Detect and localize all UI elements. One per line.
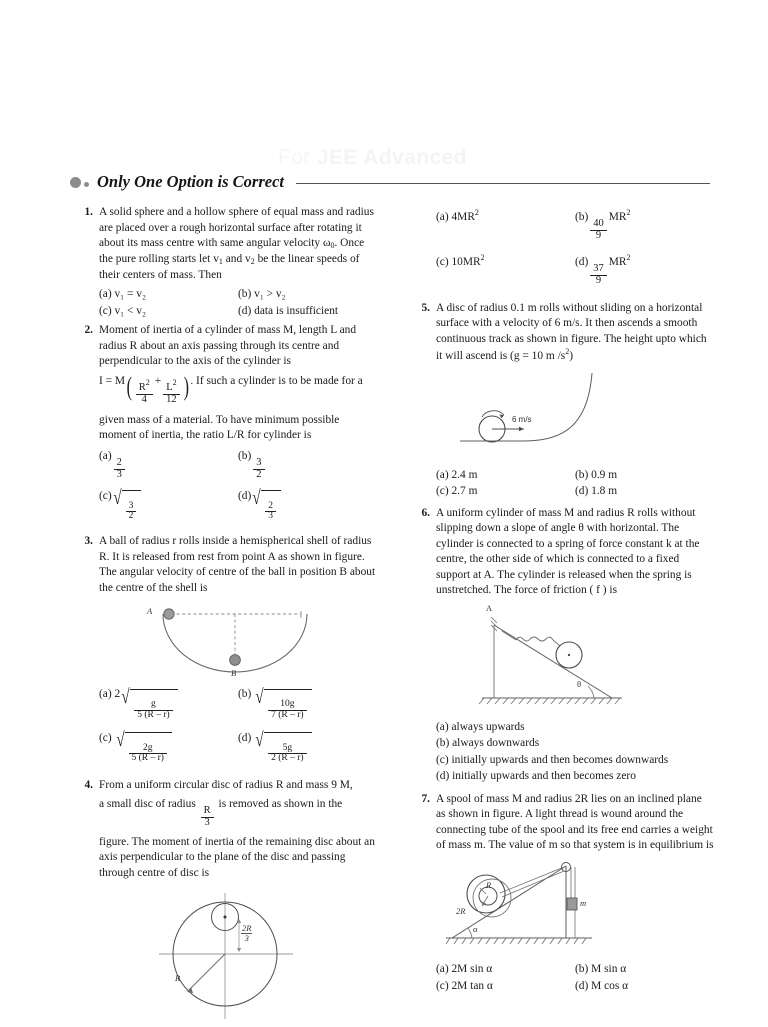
question-3-options xyxy=(75,686,377,766)
option-3a-num: g xyxy=(134,700,172,711)
question-5-text xyxy=(436,301,714,365)
left-column xyxy=(75,205,377,1027)
option-3a-den: 5 (R – r) xyxy=(137,709,170,720)
q1-part-d: be the linear speeds of their centers of mass. Then xyxy=(99,252,360,281)
option-6c[interactable]: (c) initially upwards and then becomes downwards xyxy=(436,753,669,766)
option-3b-den: 7 (R – r) xyxy=(271,709,304,720)
option-4b-fraction xyxy=(590,219,607,242)
question-3-number: 3. xyxy=(84,535,93,548)
figure-label-a: A xyxy=(147,606,153,617)
option-3a-fraction xyxy=(134,700,172,721)
option-3d-radical xyxy=(254,729,311,764)
question-6-options xyxy=(412,719,714,785)
question-6-text: A uniform cylinder of mass M and radius R rolls without slipping down a slope of angle θ with horizontal. The cylinder is connected to a spring of force constant k at the centre, the other side of which is connected to a fixed support at A. The cylinder is released when the spring is unstretched. The force of friction ( f ) is xyxy=(436,506,700,597)
option-5d[interactable]: (d) 1.8 m xyxy=(575,485,618,498)
question-4-number: 4. xyxy=(84,779,93,792)
figure-hemispherical-shell xyxy=(141,602,321,680)
q5-text-sup: 2 xyxy=(565,347,570,357)
option-3c-fraction xyxy=(129,744,167,765)
q1-part-b: . Once the pure rolling starts let v xyxy=(99,237,365,265)
question-5-options xyxy=(412,467,714,500)
option-4c-text: (c) 10MR xyxy=(436,255,481,268)
option-2a[interactable] xyxy=(99,448,238,483)
rolling-disc-svg xyxy=(452,371,632,461)
q2-fraction-1 xyxy=(136,379,153,406)
figure-label-mass-m: m xyxy=(580,897,587,908)
option-3d-den: 2 (R – r) xyxy=(271,753,304,764)
option-2a-num: 2 xyxy=(114,458,125,470)
q2-fraction-2 xyxy=(163,379,180,406)
figure-label-b: B xyxy=(231,668,237,679)
radical-icon: √ xyxy=(252,487,261,510)
q2-plus: + xyxy=(154,374,162,387)
option-2d-radical xyxy=(251,487,281,522)
q2-f1-den: 4 xyxy=(141,393,147,405)
option-5a[interactable]: (a) 2.4 m xyxy=(436,468,478,481)
option-4a-sup: 2 xyxy=(474,208,479,217)
option-5b[interactable]: (b) 0.9 m xyxy=(575,468,618,481)
q2-formula-tail: . If such a cylinder is to be made for a xyxy=(190,374,363,387)
option-4d-label: (d) xyxy=(575,255,589,268)
figure-label-alpha: α xyxy=(473,923,478,934)
q1-omega-sub: 0 xyxy=(330,241,335,250)
option-4d-den: 9 xyxy=(595,274,602,286)
figure-incline-spring-cylinder xyxy=(472,603,632,713)
option-2d[interactable] xyxy=(238,488,377,525)
option-3c[interactable] xyxy=(99,730,238,767)
section-title: Only One Option is Correct xyxy=(97,172,285,191)
option-4b-num: 40 xyxy=(590,219,607,231)
q4-fraction xyxy=(201,806,214,829)
option-3a[interactable] xyxy=(99,686,238,723)
option-7c[interactable]: (c) 2M tan α xyxy=(436,979,493,992)
figure-label-2r-over-3 xyxy=(241,924,252,942)
option-4b-tail: MR xyxy=(608,211,627,223)
q4-frac-den: 3 xyxy=(204,816,210,828)
question-1 xyxy=(75,205,377,283)
q4-line2-post: is removed as shown in the xyxy=(218,797,343,810)
question-7-text: A spool of mass M and radius 2R lies on an inclined plane as shown in figure. A light thread is wound around the connecting tube of the spool and its free end carries a weight of mass m. The value of m so that system is in equilibrium is xyxy=(436,792,714,852)
question-7-number: 7. xyxy=(421,792,430,805)
option-2d-fraction xyxy=(265,502,276,523)
watermark-light: For xyxy=(278,146,317,169)
radical-icon: √ xyxy=(255,729,264,752)
option-2c-fraction xyxy=(126,502,137,523)
q2-f2-num-sup: 2 xyxy=(172,378,177,388)
figure-label-spool-2r: 2R xyxy=(456,905,466,916)
option-3d-fraction xyxy=(268,744,306,765)
question-4-options xyxy=(412,206,714,289)
watermark xyxy=(278,146,467,170)
question-1-options xyxy=(75,286,377,319)
q2-f1-num: R xyxy=(138,382,146,394)
option-4d-num: 37 xyxy=(590,264,607,276)
section-header xyxy=(70,172,710,192)
paren-close: ) xyxy=(183,371,189,401)
option-3c-den: 5 (R – r) xyxy=(131,753,164,764)
q5-text-b: ) xyxy=(569,350,573,363)
option-2c[interactable] xyxy=(99,488,238,525)
question-1-text xyxy=(99,205,377,283)
question-7-options xyxy=(412,961,714,994)
q4-line3: figure. The moment of inertia of the remaining disc about an axis perpendicular to the plane of the disc and passing through centre of disc is xyxy=(99,835,375,879)
figure-label-spool-r: R xyxy=(486,879,492,890)
radical-icon: √ xyxy=(115,729,125,752)
q5-text-a: A disc of radius 0.1 m rolls without sliding on a horizontal surface with a velocity of 6 m/s. It then ascends a smooth continuous track as shown in figure. The height upto which it will ascend is (g = 10 m /s xyxy=(436,301,707,363)
option-2a-den: 3 xyxy=(116,468,122,480)
option-4d[interactable] xyxy=(575,251,714,289)
option-4d-sup: 2 xyxy=(626,252,631,262)
paren-open: ( xyxy=(126,371,133,401)
option-3c-num: 2g xyxy=(129,744,167,755)
spool-svg xyxy=(442,860,617,955)
option-3a-radical xyxy=(120,685,177,721)
option-1c[interactable]: (c) v₁ < v₂ xyxy=(99,304,146,317)
option-7b[interactable]: (b) M sin α xyxy=(575,962,627,975)
figure-disc-with-hole xyxy=(145,891,315,1021)
option-3b[interactable] xyxy=(238,686,377,723)
option-3d-num: 5g xyxy=(268,744,306,755)
q2-line2: given mass of a material. To have minimum possible moment of inertia, the ratio L/R for cylinder is xyxy=(99,413,340,442)
option-2b-den: 2 xyxy=(256,468,262,480)
option-2c-radical xyxy=(112,487,142,522)
radical-icon: √ xyxy=(113,487,122,510)
option-2c-label: (c) xyxy=(99,489,112,502)
option-7d[interactable]: (d) M cos α xyxy=(575,979,629,992)
q4-frac-num: R xyxy=(201,806,214,818)
option-3a-label: (a) xyxy=(99,688,112,701)
figure-label-support-a: A xyxy=(486,602,493,613)
option-3a-coef: 2 xyxy=(114,688,121,701)
q2-f2-num: L xyxy=(166,382,173,394)
question-5 xyxy=(412,301,714,365)
watermark-bold: JEE Advanced xyxy=(316,146,467,169)
q1-v1-sub: 1 xyxy=(218,256,223,266)
q4-line2-pre: a small disc of radius xyxy=(99,797,196,810)
figure-label-theta: θ xyxy=(577,678,582,689)
option-6a[interactable]: (a) always upwards xyxy=(436,720,525,733)
q4-line1: From a uniform circular disc of radius R and mass 9 M, xyxy=(99,779,353,792)
q1-part-a: A solid sphere and a hollow sphere of equal mass and radius are placed over a rough horizontal surface after rotating it about its mass centre with same angular velocity xyxy=(99,206,374,249)
question-5-number: 5. xyxy=(421,301,430,314)
option-2d-num: 2 xyxy=(265,502,276,513)
section-divider xyxy=(296,183,710,184)
option-3b-num: 10g xyxy=(268,700,306,711)
option-4c[interactable] xyxy=(436,251,575,289)
radical-icon: √ xyxy=(255,685,264,708)
option-3b-fraction xyxy=(268,700,306,721)
option-4d-tail: MR xyxy=(608,255,627,268)
question-7 xyxy=(412,792,714,854)
option-2b-fraction xyxy=(253,458,264,481)
option-4b-den: 9 xyxy=(595,230,602,242)
option-3c-label: (c) xyxy=(99,731,112,744)
q2-f2-den: 12 xyxy=(166,393,177,405)
option-2c-den: 2 xyxy=(128,511,134,522)
question-3-text: A ball of radius r rolls inside a hemispherical shell of radius R. It is released from rest from point A as shown in figure. The angular velocity of centre of the ball in position B about the centre of the shell is xyxy=(99,535,376,594)
right-column xyxy=(412,205,714,994)
q2-f1-num-sup: 2 xyxy=(145,378,150,388)
incline-spring-svg xyxy=(472,603,632,713)
question-4 xyxy=(75,778,377,881)
option-6b[interactable]: (b) always downwards xyxy=(436,737,540,750)
option-4c-sup: 2 xyxy=(480,252,485,262)
option-3b-label: (b) xyxy=(238,688,252,701)
option-1b[interactable]: (b) v₁ > v₂ xyxy=(238,288,286,301)
option-2d-label: (d) xyxy=(238,489,252,502)
option-4a[interactable] xyxy=(436,206,575,244)
question-6 xyxy=(412,506,714,599)
option-4b[interactable] xyxy=(575,206,714,244)
q2-formula-lead: I = M xyxy=(99,374,126,387)
option-5c[interactable]: (c) 2.7 m xyxy=(436,485,478,498)
q1-v2-sub: 2 xyxy=(250,256,255,266)
option-4b-sup: 2 xyxy=(626,208,631,217)
option-2b-num: 3 xyxy=(253,458,264,470)
q1-part-c: and v xyxy=(222,252,251,265)
option-2a-label: (a) xyxy=(99,449,112,462)
disc-svg xyxy=(145,891,315,1021)
question-4-text xyxy=(99,778,377,881)
question-3 xyxy=(75,534,377,596)
figure-label-3: 3 xyxy=(244,932,249,943)
question-6-number: 6. xyxy=(421,506,430,519)
option-3c-radical xyxy=(115,729,172,764)
figure-rolling-disc-track xyxy=(452,371,632,461)
option-4d-fraction xyxy=(590,264,607,287)
bullet-small-icon xyxy=(84,182,89,187)
q1-omega: ω xyxy=(322,237,331,249)
q2-line1: Moment of inertia of a cylinder of mass M, length L and radius R about an axis passing through its centre and perpendicular to the axis of the cylinder is xyxy=(99,324,357,368)
figure-label-2r: 2R xyxy=(242,923,252,934)
radical-icon: √ xyxy=(121,685,130,708)
option-2b-label: (b) xyxy=(238,449,252,462)
option-6d[interactable]: (d) initially upwards and then becomes zero xyxy=(436,770,636,783)
option-4a-text: (a) 4MR xyxy=(436,211,475,223)
question-2 xyxy=(75,323,377,443)
option-1a[interactable]: (a) v₁ = v₂ xyxy=(99,288,146,301)
option-2d-den: 3 xyxy=(268,511,274,522)
option-7a[interactable]: (a) 2M sin α xyxy=(436,962,493,975)
option-1d[interactable]: (d) data is insufficient xyxy=(238,304,339,317)
question-1-number: 1. xyxy=(84,206,93,218)
figure-spool-incline xyxy=(442,860,617,955)
option-2b[interactable] xyxy=(238,448,377,483)
option-3b-radical xyxy=(254,685,311,721)
option-3d-label: (d) xyxy=(238,731,252,744)
question-2-options xyxy=(75,448,377,524)
question-2-number: 2. xyxy=(84,324,93,337)
figure-label-velocity: 6 m/s xyxy=(512,414,532,424)
option-4b-label: (b) xyxy=(575,211,589,223)
option-2c-num: 3 xyxy=(126,502,137,513)
option-3d[interactable] xyxy=(238,730,377,767)
question-2-text xyxy=(99,323,377,443)
figure-label-radius-r: R xyxy=(175,973,181,984)
option-2a-fraction xyxy=(114,458,125,481)
bullet-large-icon xyxy=(70,177,81,188)
